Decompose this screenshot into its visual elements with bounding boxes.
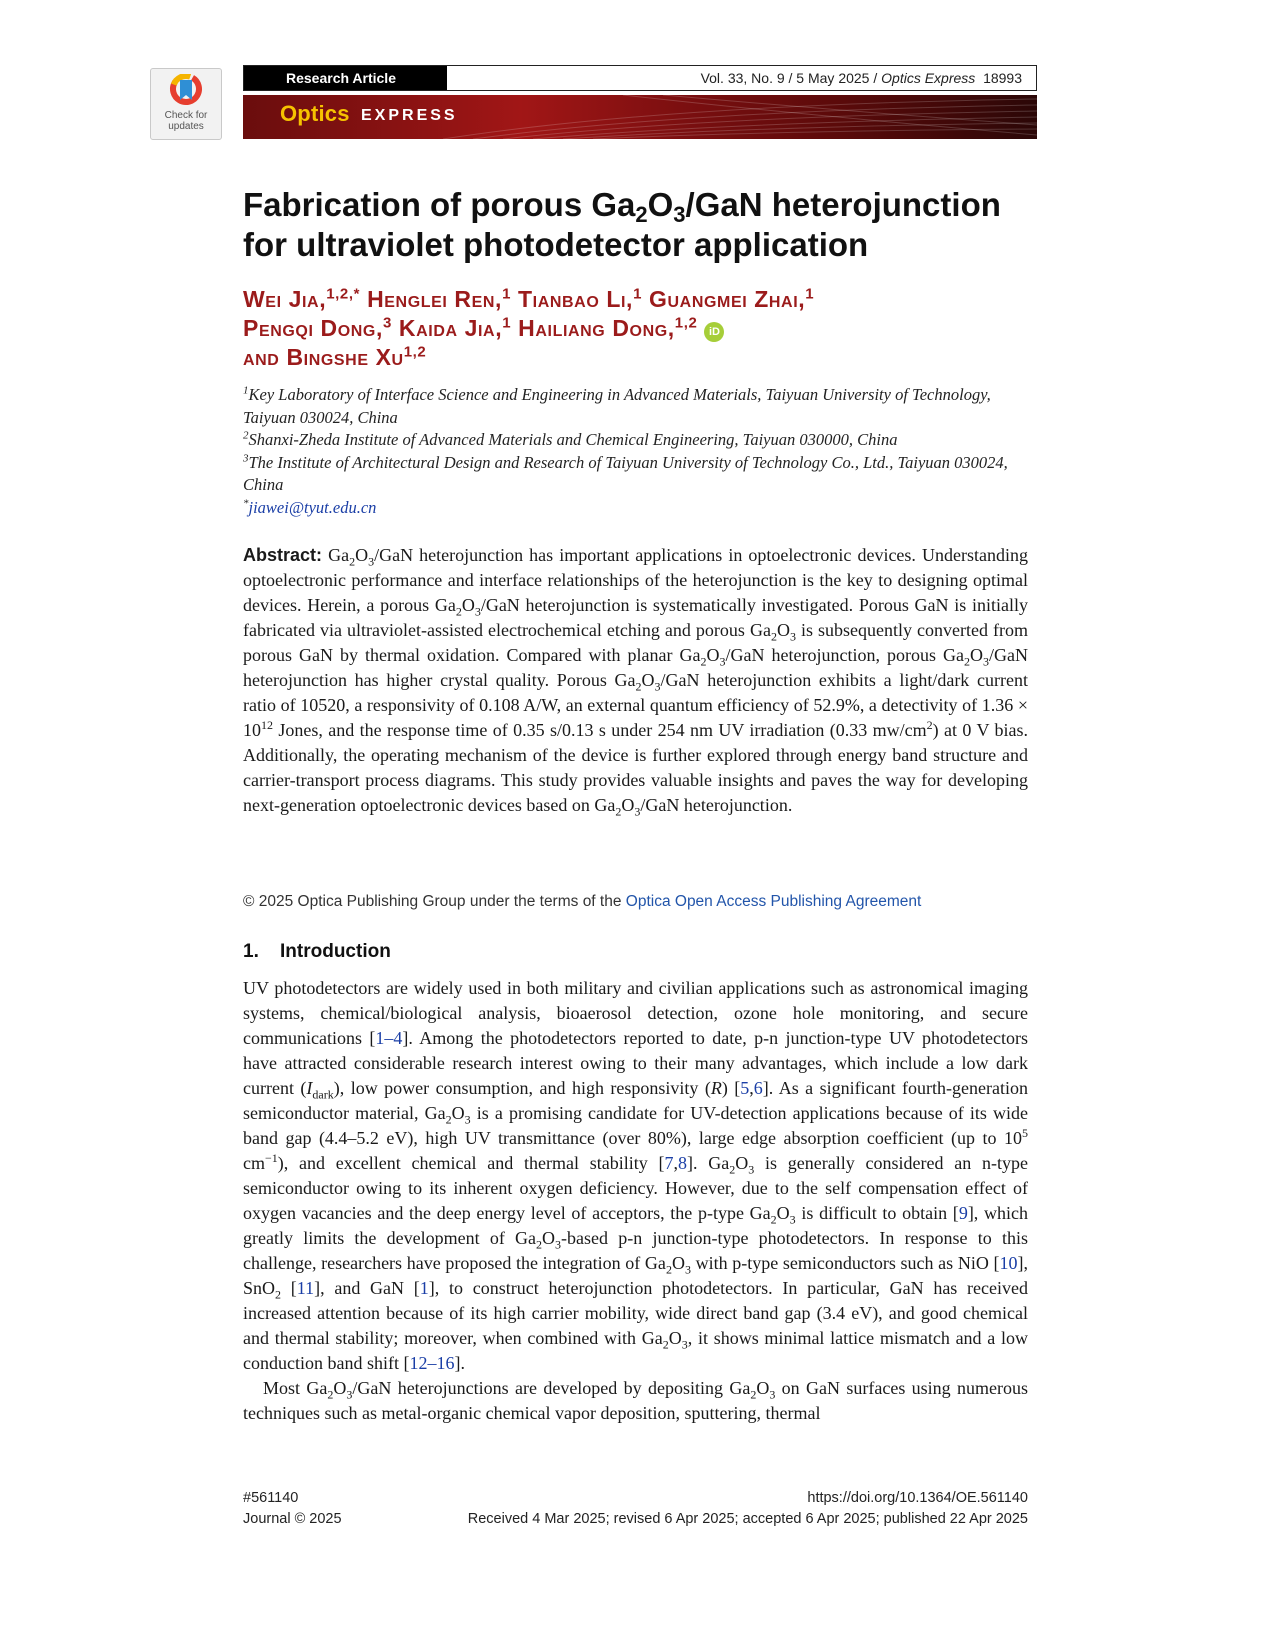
copyright-notice: © 2025 Optica Publishing Group under the terms of the Optica Open Access Publishing Agreement bbox=[243, 893, 922, 910]
section-number: 1. bbox=[243, 941, 259, 962]
abstract-label: Abstract: bbox=[243, 545, 323, 565]
author: Pengqi Dong,$^3$ bbox=[243, 314, 392, 341]
title-part: /GaN heterojunction bbox=[685, 186, 1001, 223]
author: and Bingshe Xu$^{1,2}$ bbox=[243, 343, 427, 370]
page-number: 18993 bbox=[983, 70, 1022, 86]
citation-link[interactable]: 1 bbox=[419, 1278, 429, 1298]
author: Tianbao Li,$^1$ bbox=[518, 285, 643, 312]
page-footer bbox=[243, 1488, 1028, 1530]
journal-banner bbox=[243, 95, 1037, 139]
paragraph: UV photodetectors are widely used in both military and civilian applications such as astronomical imaging systems, chemical/biological analysis, bioaerosol detection, ozone hole monitoring, and secure communications [1–4]. Among the photodetectors reported to date, p-n junction-type UV photodetectors have attracted considerable research interest owing to their many advantages, which include a low dark current $(I_{dark})$, low power consumption, and high responsivity (R) [5,6]. As a significant fourth-generation semiconductor material, $Ga_2O_3$ is a promising candidate for UV-detection applications because of its wide band gap (4.4–5.2 eV), high UV transmittance (over 80%), large edge absorption coefficient (up to $10^5$ $cm^{-1}$), and excellent chemical and thermal stability [7,8]. $Ga_2O_3$ is generally considered an n-type semiconductor owing to its inherent oxygen deficiency. However, due to the self compensation effect of oxygen vacancies and the deep energy level of acceptors, the p-type $Ga_2O_3$ is difficult to obtain [9], which greatly limits the development of $Ga_2O_3$-based p-n junction-type photodetectors. In response to this challenge, researchers have proposed the integration of $Ga_2O_3$ with p-type semiconductors such as NiO [10], SnO$_2$ [11], and GaN [1], to construct heterojunction photodetectors. In particular, GaN has received increased attention because of its high carrier mobility, wide direct band gap (3.4 eV), and good chemical and thermal stability; moreover, when combined with $Ga_2O_3$, it shows minimal lattice mismatch and a low conduction band shift [12–16]. bbox=[243, 978, 1028, 1373]
banner-title: Optics bbox=[280, 101, 350, 126]
paragraph: Most $Ga_2O_3$/GaN heterojunctions are developed by depositing $Ga_2O_3$ on GaN surfaces using numerous techniques such as metal-organic chemical vapor deposition, sputtering, thermal bbox=[243, 1378, 1029, 1423]
introduction-body bbox=[243, 976, 1028, 1426]
publication-dates: Received 4 Mar 2025; revised 6 Apr 2025; accepted 6 Apr 2025; published 22 Apr 2025 bbox=[467, 1511, 1028, 1527]
article-title bbox=[243, 185, 1043, 265]
volume-text: Vol. 33, No. 9 / 5 May 2025 / bbox=[700, 70, 878, 86]
section-title: Introduction bbox=[280, 941, 391, 962]
affiliation: $^2$Shanxi-Zheda Institute of Advanced Materials and Chemical Engineering, Taiyuan 030000, China bbox=[243, 429, 898, 449]
author-list bbox=[243, 285, 1043, 372]
author: Wei Jia,$^{1,2,*}$ bbox=[243, 285, 361, 312]
author: Hailiang Dong,$^{1,2}$ bbox=[518, 314, 698, 341]
citation-link[interactable]: 10 bbox=[999, 1253, 1018, 1273]
section-heading bbox=[243, 941, 391, 963]
journal-header bbox=[243, 65, 1037, 91]
journal-copyright: Journal © 2025 bbox=[243, 1511, 342, 1527]
affiliation: $^3$The Institute of Architectural Design and Research of Taiyuan University of Technology Co., Ltd., Taiyuan 030024, China bbox=[243, 452, 1008, 494]
author: Guangmei Zhai,$^1$ bbox=[649, 285, 815, 312]
volume-reference bbox=[701, 66, 1022, 90]
title-part: O bbox=[647, 186, 674, 223]
author: Henglei Ren,$^1$ bbox=[367, 285, 512, 312]
corresponding-email[interactable]: *jiawei@tyut.edu.cn bbox=[243, 497, 377, 517]
title-sub: 3 bbox=[673, 202, 686, 227]
banner-subtitle: EXPRESS bbox=[361, 107, 458, 124]
license-link[interactable]: Optica Open Access Publishing Agreement bbox=[625, 893, 922, 910]
citation-link[interactable]: 1–4 bbox=[375, 1028, 403, 1048]
title-line2: for ultraviolet photodetector application bbox=[243, 226, 869, 263]
citation-link[interactable]: 9 bbox=[958, 1203, 968, 1223]
badge-text-line2: updates bbox=[168, 121, 204, 132]
article-type: Research Article bbox=[244, 66, 447, 90]
author: Kaida Jia,$^1$ bbox=[398, 314, 512, 341]
journal-name: Optics Express bbox=[881, 70, 976, 86]
badge-text-line1: Check for bbox=[164, 110, 208, 121]
citation-link[interactable]: 6 bbox=[753, 1078, 763, 1098]
title-part: Fabrication of porous Ga bbox=[243, 186, 636, 223]
citation-link[interactable]: 5 bbox=[740, 1078, 750, 1098]
citation-link[interactable]: 7 bbox=[664, 1153, 674, 1173]
check-for-updates-icon bbox=[169, 74, 203, 110]
citation-link[interactable]: 11 bbox=[296, 1278, 315, 1298]
affiliations bbox=[243, 384, 1043, 519]
citation-link[interactable]: 8 bbox=[678, 1153, 687, 1173]
abstract: Abstract: $Ga_2O_3$/GaN heterojunction has important applications in optoelectronic devices. Understanding optoelectronic performance and interface relationships of the heterojunction is the key to designing optimal devices. Herein, a porous $Ga_2O_3$/GaN heterojunction is systematically investigated. Porous GaN is initially fabricated via ultraviolet-assisted electrochemical etching and porous $Ga_2O_3$ is subsequently converted from porous GaN by thermal oxidation. Compared with planar $Ga_2O_3$/GaN heterojunction, porous $Ga_2O_3$/GaN heterojunction has higher crystal quality. Porous $Ga_2O_3$/GaN heterojunction exhibits a light/dark current ratio of 10520, a responsivity of 0.108 A/W, an external quantum efficiency of 52.9%, a detectivity of $1.36 \times 10^{12}$ Jones, and the response time of 0.35 s/0.13 s under 254 nm UV irradiation (0.33 $mw/cm^2$) at 0 V bias. Additionally, the operating mechanism of the device is further explored through energy band structure and carrier-transport process diagrams. This study provides valuable insights and paves the way for developing next-generation optoelectronic devices based on $Ga_2O_3$/GaN heterojunction. bbox=[243, 545, 1029, 819]
citation-link[interactable]: 12–16 bbox=[409, 1353, 455, 1373]
orcid-icon[interactable]: iD bbox=[704, 322, 724, 342]
check-for-updates-badge[interactable] bbox=[150, 68, 222, 140]
doi-link[interactable]: https://doi.org/10.1364/OE.561140 bbox=[807, 1490, 1028, 1506]
affiliation: $^1$Key Laboratory of Interface Science and Engineering in Advanced Materials, Taiyuan University of Technology, Taiyuan 030024, China bbox=[243, 384, 991, 427]
title-sub: 2 bbox=[635, 202, 648, 227]
manuscript-id: #561140 bbox=[243, 1490, 299, 1506]
